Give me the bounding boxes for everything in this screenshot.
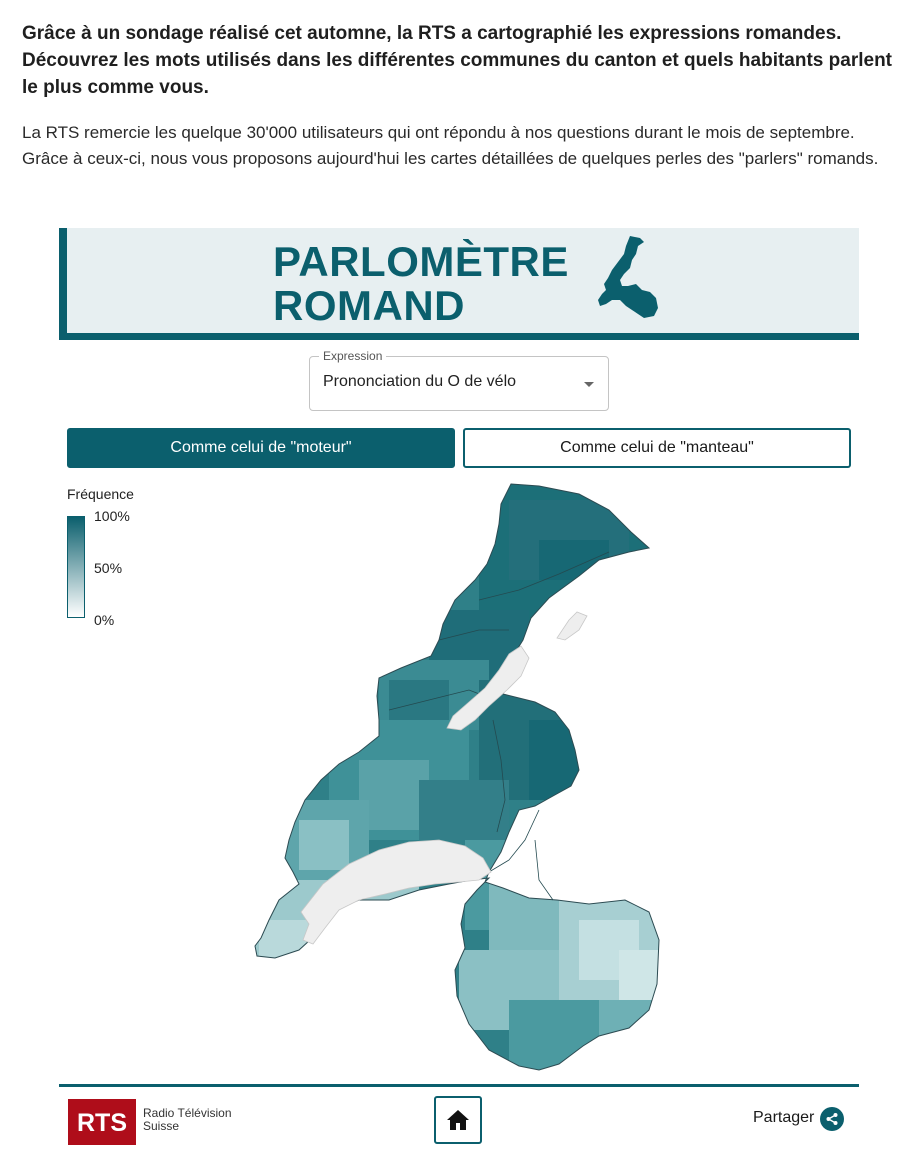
expression-select[interactable] (309, 349, 609, 411)
expression-select-label: Expression (319, 349, 386, 363)
rts-brand-line2: Suisse (143, 1119, 180, 1133)
commune-map[interactable] (239, 480, 669, 1072)
intro-lead: Grâce à un sondage réalisé cet automne, la RTS a cartographié les expressions romandes. Découvrez les mots utilisés dans les différentes communes du canton et quels habitants parlent le plus comme vous. (22, 23, 893, 98)
rts-logo-text: RTS (77, 1109, 127, 1137)
parlometre-app (59, 228, 859, 1158)
option-moteur-button[interactable]: Comme celui de "moteur" (67, 428, 455, 468)
app-footer (59, 1084, 859, 1161)
home-button[interactable] (434, 1096, 482, 1144)
dropdown-arrow-icon (584, 382, 594, 387)
rts-logo[interactable] (68, 1099, 136, 1145)
share-label[interactable]: Partager (753, 1109, 815, 1126)
legend-tick-low: 0% (94, 612, 115, 628)
legend-gradient (67, 516, 85, 618)
lake-morat (557, 612, 587, 640)
app-title-line1: PARLOMÈTRE (273, 238, 569, 285)
share-icon[interactable] (820, 1107, 844, 1131)
map-communes[interactable] (239, 480, 669, 1072)
romandie-map-icon (592, 234, 662, 320)
rts-brand-line1: Radio Télévision (143, 1106, 232, 1120)
app-title (273, 240, 569, 328)
app-banner (59, 228, 859, 340)
home-icon (446, 1109, 470, 1131)
legend-tick-high: 100% (94, 508, 130, 524)
frequency-legend (67, 486, 134, 628)
legend-tick-mid: 50% (94, 560, 123, 576)
rts-brand-text (143, 1107, 232, 1133)
legend-title: Fréquence (67, 486, 134, 502)
expression-select-value: Prononciation du O de vélo (323, 373, 517, 390)
option-manteau-button[interactable]: Comme celui de "manteau" (463, 428, 851, 468)
app-title-line2: ROMAND (273, 282, 465, 329)
intro-body: La RTS remercie les quelque 30'000 utilisateurs qui ont répondu à nos questions durant le mois de septembre. Grâce à ceux-ci, nous vous proposons aujourd'hui les cartes détaillées de quelques perles des "parlers" romands. (22, 123, 879, 168)
